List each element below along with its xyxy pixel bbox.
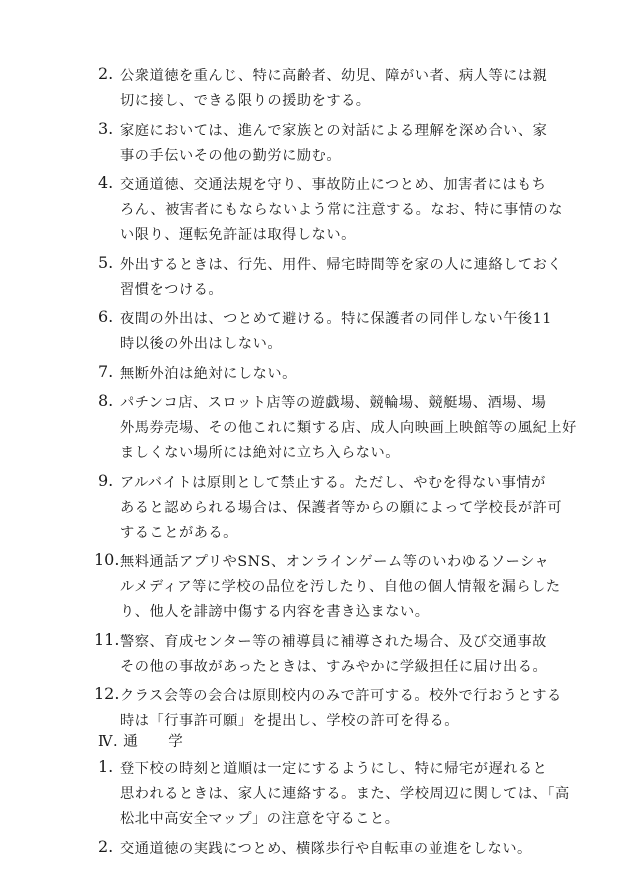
list-item	[98, 253, 568, 303]
text-line: 警察、育成センター等の補導員に補導された場合、及び交通事故	[120, 633, 547, 650]
item-number: 4.	[98, 173, 114, 192]
rules-list	[94, 64, 577, 739]
list-item	[94, 629, 568, 680]
item-text	[120, 630, 568, 680]
item-number: 10.	[94, 550, 120, 569]
text-line: 松北中高安全マップ」の注意を守ること。	[120, 811, 400, 827]
item-text	[120, 837, 568, 862]
item-number: 1.	[98, 757, 114, 776]
text-line: 外出するときは、行先、用件、帰宅時間等を家の人に連絡しておく	[120, 256, 563, 273]
item-text	[120, 362, 568, 387]
list-item	[98, 64, 568, 114]
text-line: 公衆道徳を重んじ、特に高齢者、幼児、障がい者、病人等には親	[120, 68, 548, 84]
list-item	[98, 173, 568, 248]
text-line: 切に接し、できる限りの援助をする。	[120, 93, 371, 109]
item-text	[120, 307, 568, 357]
text-line: 外馬券売場、その他これに類する店、成人向映画上映館等の風紀上好	[120, 420, 577, 436]
text-line: あると認められる場合は、保護者等からの願によって学校長が許可	[120, 499, 563, 516]
text-line: 無料通話アプリやSNS、オンラインゲーム等のいわゆるソーシャ	[120, 554, 550, 570]
text-line: クラス会等の会合は原則校内のみで許可する。校外で行おうとする	[120, 688, 562, 704]
list-item	[94, 550, 568, 625]
text-line: り、他人を誹謗中傷する内容を書き込まない。	[120, 604, 430, 620]
item-number: 7.	[98, 361, 114, 381]
text-line: い限り、運転免許証は取得しない。	[120, 227, 356, 243]
list-item	[98, 307, 568, 357]
item-number: 2.	[98, 836, 114, 856]
text-line: することがある。	[120, 524, 238, 541]
text-line: 交通道徳の実践につとめ、横隊歩行や自転車の並進をしない。	[120, 840, 532, 857]
item-number: 9.	[98, 470, 114, 490]
item-text	[120, 391, 577, 466]
item-number: 6.	[98, 307, 114, 326]
list-item	[94, 684, 568, 734]
item-text	[120, 64, 568, 114]
section-title-first: 通	[123, 734, 139, 750]
text-line: ルメディア等に学校の品位を汚したり、自他の個人情報を漏らした	[120, 579, 561, 595]
text-line: パチンコ店、スロット店等の遊戯場、競輪場、競艇場、酒場、場	[120, 395, 547, 411]
item-text	[120, 471, 568, 546]
item-number: 3.	[98, 118, 114, 138]
item-text	[120, 253, 568, 303]
list-item	[98, 119, 568, 169]
text-line: 交通道徳、交通法規を守り、事故防止につとめ、加害者にはもち	[120, 177, 547, 193]
item-number: 12.	[94, 684, 120, 703]
text-line: 時以後の外出はしない。	[120, 336, 283, 352]
item-number: 11.	[94, 629, 120, 649]
text-line: 思われるときは、家人に連絡する。また、学校周辺に関しては、「高	[120, 786, 570, 802]
item-text	[120, 173, 568, 248]
text-line: アルバイトは原則として禁止する。ただし、やむを得ない事情が	[120, 474, 546, 491]
item-number: 8.	[98, 391, 114, 410]
text-line: 時は「行事許可願」を提出し、学校の許可を得る。	[120, 713, 459, 729]
text-line: 家庭においては、進んで家族との対話による理解を深め合い、家	[120, 122, 548, 139]
item-text	[120, 684, 568, 734]
item-text	[120, 550, 568, 625]
text-line: 登下校の時刻と道順は一定にするようにし、特に帰宅が遅れると	[120, 761, 548, 777]
section-numeral: Ⅳ.	[98, 734, 119, 750]
section-heading	[98, 730, 183, 755]
text-line: ろん、被害者にもならないよう常に注意する。なお、特に事情のな	[120, 202, 563, 218]
text-line: 事の手伝いその他の勤労に励む。	[120, 147, 342, 164]
item-text	[120, 119, 568, 169]
item-number: 5.	[98, 252, 114, 272]
section-title-second: 学	[168, 734, 184, 750]
list-item	[98, 757, 568, 832]
list-item	[98, 362, 568, 387]
list-item	[98, 391, 577, 466]
list-item	[98, 471, 568, 546]
item-text	[120, 757, 568, 832]
text-line: 習慣をつける。	[120, 281, 224, 298]
text-line: 夜間の外出は、つとめて避ける。特に保護者の同伴しない午後11	[120, 311, 552, 327]
commute-rules-list	[98, 757, 568, 866]
item-number: 2.	[98, 64, 114, 83]
text-line: ましくない場所には絶対に立ち入らない。	[120, 445, 401, 461]
text-line: その他の事故があったときは、すみやかに学級担任に届け出る。	[120, 658, 548, 675]
text-line: 無断外泊は絶対にしない。	[120, 365, 297, 382]
list-item	[98, 837, 568, 862]
